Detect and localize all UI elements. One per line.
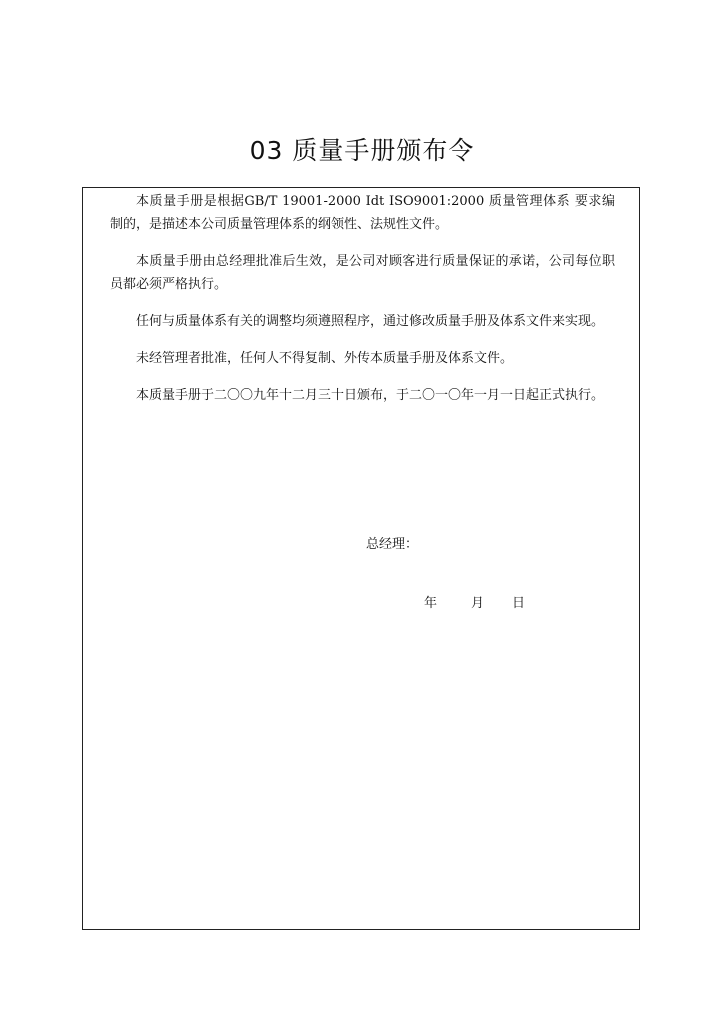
date-line <box>424 594 525 614</box>
date-month: 月 <box>471 596 485 611</box>
decree-body <box>110 190 615 421</box>
paragraph-1: 本质量手册是根据GB/T 19001-2000 Idt ISO9001:2000 质量管理体系 要求编制的，是描述本公司质量管理体系的纲领性、法规性文件。 <box>110 194 615 232</box>
page-title: 03 质量手册颁布令 <box>249 136 475 165</box>
date-year: 年 <box>424 596 438 611</box>
paragraph-5: 本质量手册于二〇〇九年十二月三十日颁布，于二〇一〇年一月一日起正式执行。 <box>136 388 605 403</box>
paragraph-2: 本质量手册由总经理批准后生效，是公司对顾客进行质量保证的承诺，公司每位职员都必须严格执行。 <box>110 254 615 292</box>
signature-label: 总经理： <box>366 537 419 552</box>
paragraph-4: 未经管理者批准，任何人不得复制、外传本质量手册及体系文件。 <box>136 351 514 366</box>
paragraph-3: 任何与质量体系有关的调整均须遵照程序，通过修改质量手册及体系文件来实现。 <box>136 314 605 329</box>
date-day: 日 <box>512 596 526 611</box>
